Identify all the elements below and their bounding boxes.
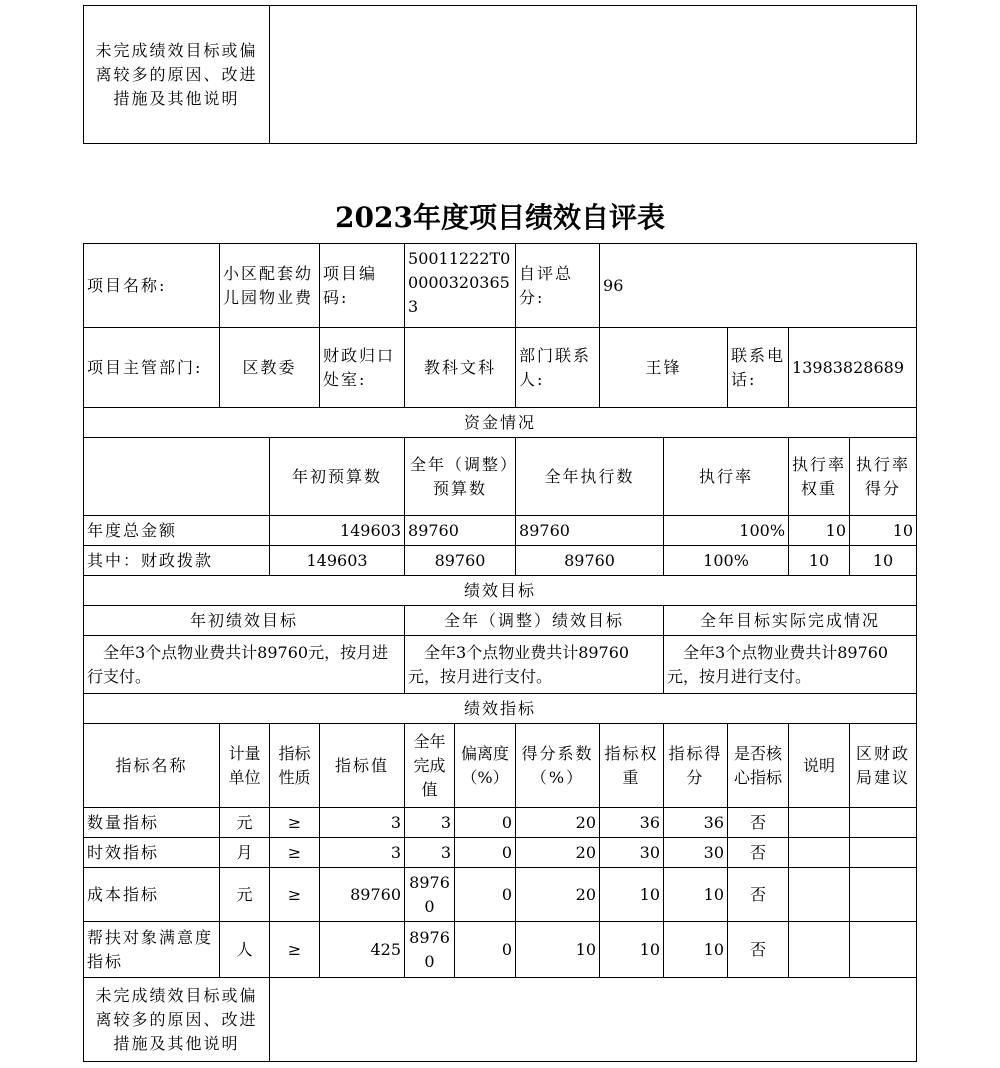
ind-done: 89760 [405,922,455,978]
ind-core: 否 [728,922,789,978]
ind-unit: 月 [220,838,270,868]
ind-coef: 20 [516,838,600,868]
ind-done: 3 [405,838,455,868]
ind-value: 425 [320,922,405,978]
funds-header-blank [84,438,270,516]
ind-score: 10 [664,868,728,922]
ind-name: 数量指标 [84,808,220,838]
ind-nature: ≥ [270,922,320,978]
funds-row-fiscal [84,546,917,576]
ind-note [789,868,850,922]
goals-section-title: 绩效目标 [84,576,917,606]
ind-note [789,922,850,978]
phone-value: 13983828689 [789,328,917,408]
funds-header-weight: 执行率权重 [789,438,850,516]
finance-value: 教科文科 [405,328,516,408]
funds-header-adjusted: 全年（调整）预算数 [405,438,516,516]
ind-name: 成本指标 [84,868,220,922]
indicator-row-time [84,838,917,868]
funds-rate: 100% [664,516,789,546]
ind-header-score: 指标得分 [664,724,728,808]
goals-header-adjusted: 全年（调整）绩效目标 [405,606,664,636]
ind-header-name: 指标名称 [84,724,220,808]
project-row-1 [84,244,917,328]
ind-coef: 20 [516,868,600,922]
contact-label: 部门联系人: [516,328,600,408]
funds-row-label: 其中：财政拨款 [84,546,270,576]
funds-rate: 100% [664,546,789,576]
funds-score: 10 [850,516,917,546]
previous-remarks-table [83,5,917,144]
ind-nature: ≥ [270,838,320,868]
ind-deviation: 0 [455,868,516,922]
ind-coef: 10 [516,922,600,978]
page-title: 2023年度项目绩效自评表 [335,201,665,234]
ind-unit: 元 [220,808,270,838]
project-name: 小区配套幼儿园物业费 [220,244,320,328]
ind-core: 否 [728,808,789,838]
ind-nature: ≥ [270,808,320,838]
phone-label: 联系电话: [728,328,789,408]
funds-weight: 10 [789,516,850,546]
score-label: 自评总分: [516,244,600,328]
ind-value: 3 [320,838,405,868]
ind-score: 36 [664,808,728,838]
goals-header-initial: 年初绩效目标 [84,606,405,636]
dept-value: 区教委 [220,328,320,408]
funds-adjusted: 89760 [405,546,516,576]
funds-header-rate: 执行率 [664,438,789,516]
ind-header-coef: 得分系数（%） [516,724,600,808]
ind-advice [850,868,917,922]
indicators-section-title: 绩效指标 [84,694,917,724]
funds-initial: 149603 [270,516,405,546]
ind-unit: 人 [220,922,270,978]
funds-header-initial: 年初预算数 [270,438,405,516]
indicator-row-satisfaction [84,922,917,978]
ind-deviation: 0 [455,808,516,838]
ind-unit: 元 [220,868,270,922]
ind-note [789,808,850,838]
ind-header-value: 指标值 [320,724,405,808]
ind-header-weight: 指标权重 [600,724,664,808]
goal-actual: 全年3个点物业费共计89760元，按月进行支付。 [664,636,917,694]
project-code-label: 项目编码: [320,244,405,328]
funds-header-executed: 全年执行数 [516,438,664,516]
ind-header-core: 是否核心指标 [728,724,789,808]
ind-core: 否 [728,868,789,922]
funds-header-score: 执行率得分 [850,438,917,516]
ind-score: 30 [664,838,728,868]
ind-advice [850,838,917,868]
remarks-row [84,978,917,1062]
funds-row-label: 年度总金额 [84,516,270,546]
ind-weight: 36 [600,808,664,838]
funds-header-row [84,438,917,516]
ind-done: 3 [405,808,455,838]
project-code: 50011222T000003203653 [405,244,516,328]
ind-value: 3 [320,808,405,838]
ind-weight: 10 [600,922,664,978]
ind-deviation: 0 [455,838,516,868]
funds-adjusted: 89760 [405,516,516,546]
goal-adjusted: 全年3个点物业费共计89760元，按月进行支付。 [405,636,664,694]
funds-row-total [84,516,917,546]
performance-evaluation-table [83,243,917,1062]
indicator-row-quantity [84,808,917,838]
ind-core: 否 [728,838,789,868]
funds-section-title: 资金情况 [84,408,917,438]
ind-header-nature: 指标性质 [270,724,320,808]
ind-score: 10 [664,922,728,978]
remarks-value [270,978,917,1062]
ind-deviation: 0 [455,922,516,978]
funds-score: 10 [850,546,917,576]
ind-note [789,838,850,868]
funds-executed: 89760 [516,546,664,576]
ind-weight: 10 [600,868,664,922]
finance-label: 财政归口处室: [320,328,405,408]
goals-content-row [84,636,917,694]
indicator-row-cost [84,868,917,922]
project-name-label: 项目名称: [84,244,220,328]
remarks-value [270,6,917,144]
remarks-label: 未完成绩效目标或偏离较多的原因、改进措施及其他说明 [84,6,270,144]
goals-header-actual: 全年目标实际完成情况 [664,606,917,636]
ind-header-done: 全年完成值 [405,724,455,808]
funds-initial: 149603 [270,546,405,576]
ind-header-unit: 计量单位 [220,724,270,808]
funds-weight: 10 [789,546,850,576]
indicators-header-row [84,724,917,808]
ind-nature: ≥ [270,868,320,922]
ind-coef: 20 [516,808,600,838]
ind-advice [850,808,917,838]
ind-done: 89760 [405,868,455,922]
ind-name: 时效指标 [84,838,220,868]
self-score: 96 [600,244,917,328]
contact-value: 王锋 [600,328,728,408]
ind-header-deviation: 偏离度（%） [455,724,516,808]
funds-executed: 89760 [516,516,664,546]
dept-label: 项目主管部门: [84,328,220,408]
goal-initial: 全年3个点物业费共计89760元，按月进行支付。 [84,636,405,694]
ind-advice [850,922,917,978]
ind-header-advice: 区财政局建议 [850,724,917,808]
ind-weight: 30 [600,838,664,868]
ind-value: 89760 [320,868,405,922]
remarks-label: 未完成绩效目标或偏离较多的原因、改进措施及其他说明 [84,978,270,1062]
ind-header-note: 说明 [789,724,850,808]
goals-header-row [84,606,917,636]
ind-name: 帮扶对象满意度指标 [84,922,220,978]
project-row-2 [84,328,917,408]
